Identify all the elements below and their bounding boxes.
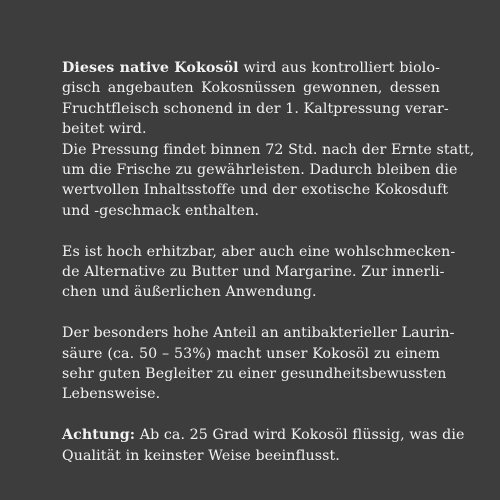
paragraph-1-line-1 [62, 58, 440, 78]
paragraph-4-line-3: sehr guten Begleiter zu einer gesundheitsbewussten [62, 366, 447, 383]
paragraph-2-line-1: Die Pressung findet binnen 72 Std. nach der Ernte statt, [62, 141, 475, 158]
paragraph-spacer [62, 221, 440, 241]
paragraph-4-line-4: Lebensweise. [62, 386, 161, 403]
paragraph-spacer [62, 303, 440, 323]
paragraph-3-line-2: de Alternative zu Butter und Margarine. Zur innerli- [62, 264, 445, 281]
description-text-block [62, 58, 475, 466]
paragraph-1-line-2: gisch angebauten Kokosnüssen gewonnen, dessen [62, 80, 440, 97]
paragraph-4-line-2: säure (ca. 50 – 53%) macht unser Kokosöl zu einem [62, 345, 440, 362]
paragraph-1-line-3: Fruchtfleisch schonend in der 1. Kaltpressung verar- [62, 100, 449, 117]
paragraph-spacer [62, 405, 440, 425]
paragraph-3-line-3: chen und äußerlichen Anwendung. [62, 284, 317, 301]
paragraph-2-line-2: um die Frische zu gewährleisten. Dadurch bleiben die [62, 162, 458, 179]
warning-label: Achtung: [62, 427, 136, 444]
paragraph-5-line-1 [62, 425, 465, 445]
paragraph-4-line-1: Der besonders hohe Anteil an antibakterieller Laurin- [62, 325, 455, 342]
paragraph-2-line-3: wertvollen Inhaltsstoffe und der exotische Kokosduft [62, 182, 449, 199]
paragraph-3-line-1: Es ist hoch erhitzbar, aber auch eine wohlschmecken- [62, 243, 456, 260]
paragraph-2-line-4: und -geschmack enthalten. [62, 202, 260, 219]
paragraph-1-line-4: beitet wird. [62, 121, 147, 138]
product-name-highlight: Dieses native Kokosöl [62, 60, 239, 76]
paragraph-5-line-1-text: Ab ca. 25 Grad wird Kokosöl flüssig, was die [135, 427, 465, 444]
paragraph-1-line-1-text: wird aus kontrolliert biolo- [238, 60, 440, 76]
paragraph-5-line-2: Qualität in keinster Weise beeinflusst. [62, 447, 340, 464]
